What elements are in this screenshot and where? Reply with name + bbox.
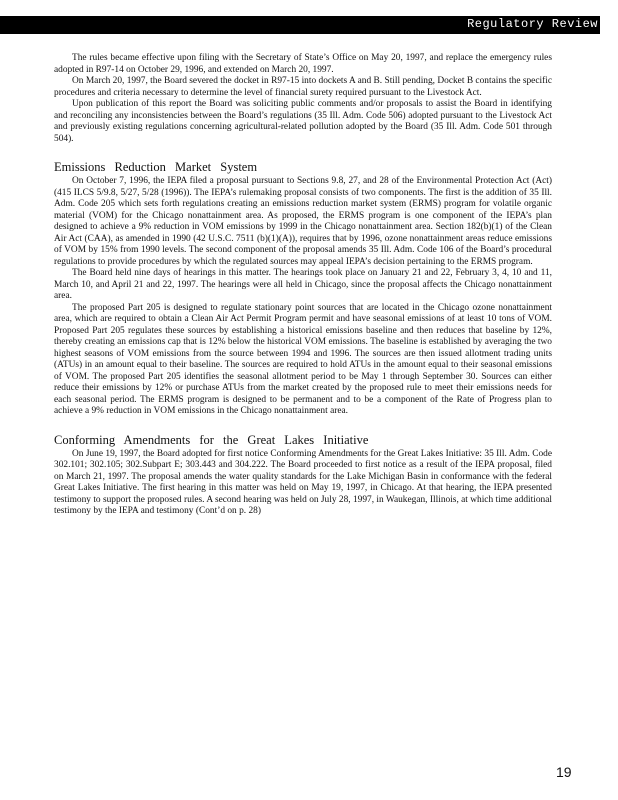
running-header-title: Regulatory Review xyxy=(467,17,598,31)
paragraph: On October 7, 1996, the IEPA filed a proposal pursuant to Sections 9.8, 27, and 28 of the Environmental Protection Act (Act) (415 ILCS 5/9.8, 5/27, 5/28 (1996)). The IEPA’s rulemaking proposal consists of two components. The first is the addition of 35 Ill. Adm. Code 205 which sets forth regulations creating an emissions reduction market system (ERMS) program for volatile organic material (VOM) for the Chicago nonattainment area. As proposed, the ERMS program is one component of the IEPA’s plan designed to achieve a 9% reduction in VOM emissions by 1999 in the Chicago nonattainment area. Section 182(b)(1) of the Clean Air Act (CAA), as amended in 1990 (42 U.S.C. 7511 (b)(1)(A)), requires that by 1996, ozone nonattainment areas reduce emissions of VOM by 15% from 1990 levels. The second component of the proposal amends 35 Ill. Adm. Code 106 of the Board’s procedural regulations to provide procedures by which the regulated sources may appeal IEPA’s decision pertaining to the ERMS program. xyxy=(54,176,552,267)
page-number: 19 xyxy=(556,764,572,780)
paragraph: The proposed Part 205 is designed to regulate stationary point sources that are located in the Chicago ozone nonattainment area, which are required to obtain a Clean Air Act Permit Program permit and have seasonal emissions of at least 10 tons of VOM. Proposed Part 205 regulates these sources by establishing a historical emissions baseline and then reduces that baseline by 12%, thereby creating an emissions cap that is 12% below the historical VOM emissions. The baseline is established by averaging the two highest seasons of VOM emissions from the source between 1994 and 1996. The sources are then issued allotment trading units (ATUs) in an amount equal to their baseline. The sources are required to hold ATUs in the amount equal to their seasonal emissions of VOM. The proposed Part 205 identifies the seasonal allotment period to be May 1 through September 30. Sources can either reduce their emissions by 12% or purchase ATUs from the market created by the proposed rule to meet their emissions needs for each seasonal period. The ERMS program is designed to be permanent and to be a component of the Rate of Progress plan to achieve a 9% reduction in VOM emissions in the Chicago nonattainment area. xyxy=(54,302,552,416)
section-heading: Emissions Reduction Market System xyxy=(54,160,258,174)
great-lakes-section xyxy=(54,433,552,518)
paragraph: Upon publication of this report the Board was soliciting public comments and/or proposals to assist the Board in identifying and reconciling any inconsistencies between the Board’s regulations (35 Ill. Adm. Code 506) adopted pursuant to the Livestock Act and previously existing regulations concerning agricultural-related pollution adopted by the Board (35 Ill. Adm. Code 501 through 504). xyxy=(54,99,552,144)
section-heading: Conforming Amendments for the Great Lakes Initiative xyxy=(54,432,369,447)
paragraph: The rules became effective upon filing with the Secretary of State’s Office on May 20, 1997, and replace the emergency rules adopted in R97-14 on October 29, 1996, and extended on March 20, 1997. xyxy=(54,53,552,75)
paragraph: On June 19, 1997, the Board adopted for first notice Conforming Amendments for the Great Lakes Initiative: 35 Ill. Adm. Code 302.101; 302.105; 302.Subpart E; 303.443 and 304.222. The Board proceeded to first notice as a result of the IEPA proposal, filed on March 21, 1997. The proposal amends the water quality standards for the Lake Michigan Basin in conformance with the federal Great Lakes Initiative. The first hearing in this matter was held on May 19, 1997, in Chicago. At that hearing, the IEPA presented testimony to support the proposed rules. A second hearing was held on July 28, 1997, in Waukegan, Illinois, at which time additional testimony by the IEPA and testimony (Cont’d on p. 28) xyxy=(54,448,552,516)
paragraph: The Board held nine days of hearings in this matter. The hearings took place on January 21 and 22, February 3, 4, 10 and 11, March 10, and April 21 and 22, 1997. The hearings were all held in Chicago, since the proposal affects the Chicago nonattainment area. xyxy=(54,268,552,301)
paragraph: On March 20, 1997, the Board severed the docket in R97-15 into dockets A and B. Still pending, Docket B contains the specific procedures and criteria necessary to determine the level of financial surety required pursuant to the Livestock Act. xyxy=(54,76,552,98)
header-bar xyxy=(0,16,600,34)
erms-section xyxy=(54,160,552,418)
intro-section xyxy=(54,53,552,145)
article-body xyxy=(54,53,552,518)
